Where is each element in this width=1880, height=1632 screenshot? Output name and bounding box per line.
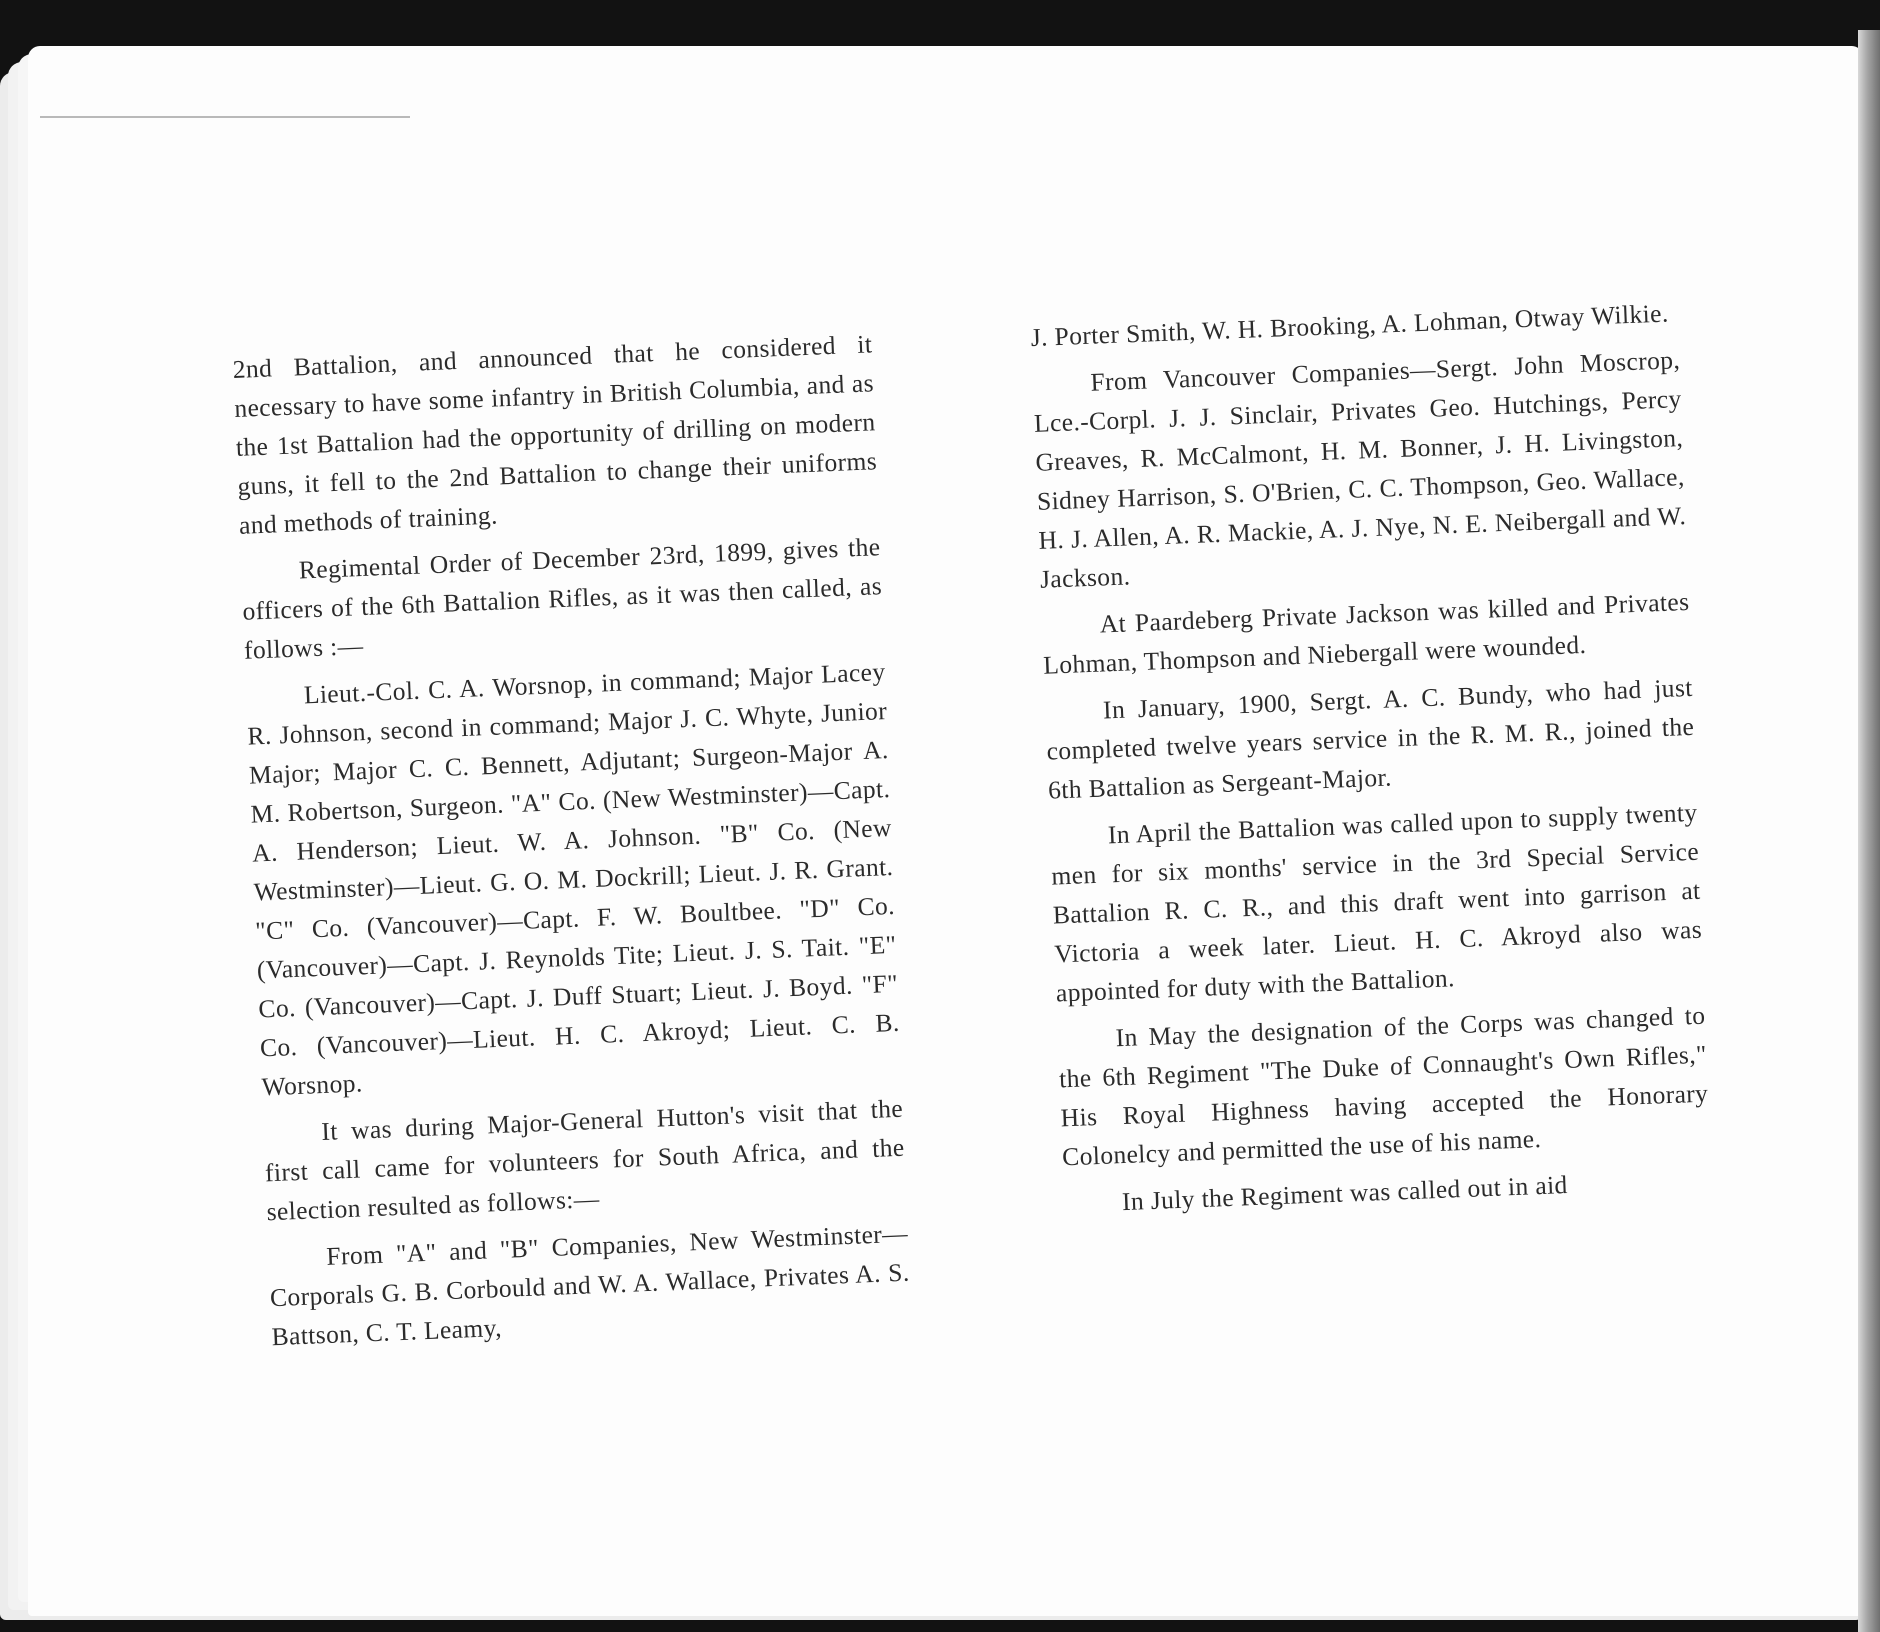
paragraph: In May the designation of the Corps was changed to the 6th Regiment "The Duke of Connaught's Own Rifles," His Royal Highness having accepted the Honorary Colonelcy and permitted the use of his name. (1058, 1000, 1709, 1172)
paragraph: 2nd Battalion, and announced that he considered it necessary to have some infantry in British Columbia, and as the 1st Battalion had the opportunity of drilling on modern guns, it fell to the 2nd Battalion to change their uniforms and methods of training. (232, 329, 878, 540)
paragraph: In April the Battalion was called upon to supply twenty men for six months' service in the 3rd Special Service Battalion R. C. R., and this draft went into garrison at Victoria a week later. Lieut. H. C. Akroyd also was appointed for duty with the Battalion. (1050, 797, 1703, 1008)
paragraph: In July the Regiment was called out in aid (1121, 1170, 1569, 1217)
paragraph: From "A" and "B" Companies, New Westminster—Corporals G. B. Corbould and W. A. Wallace, Privates A. S. Battson, C. T. Leamy, (269, 1218, 911, 1352)
paragraph: At Paardeberg Private Jackson was killed and Privates Lohman, Thompson and Niebergall were wounded. (1042, 586, 1690, 680)
book-edge-shadow (1858, 30, 1880, 1632)
page-edge-line (40, 116, 410, 118)
left-page-column (232, 324, 912, 1364)
paragraph: In January, 1900, Sergt. A. C. Bundy, who had just completed twelve years service in the R. M. R., joined the 6th Battalion as Sergeant-Major. (1046, 672, 1695, 805)
paragraph: From Vancouver Companies—Sergt. John Moscrop, Lce.-Corpl. J. J. Sinclair, Privates Geo. Hutchings, Percy Greaves, R. McCalmont, H. M. Bonner, J. H. Livingston, Sidney Harrison, S. O'Brien, C. C. Thompson, Geo. Wallace, H. J. Allen, A. R. Mackie, A. J. Nye, N. E. Neibergall and W. Jackson. (1033, 345, 1687, 594)
right-page-column (1030, 293, 1713, 1231)
paragraph: J. Porter Smith, W. H. Brooking, A. Lohman, Otway Wilkie. (1030, 298, 1670, 352)
paragraph: Lieut.-Col. C. A. Worsnop, in command; Major Lacey R. Johnson, second in command; Major J. C. Whyte, Junior Major; Major C. C. Bennett, Adjutant; Surgeon-Major A. M. Robertson, Surgeon. "A" Co. (New Westminster)—Capt. A. Henderson; Lieut. W. A. Johnson. "B" Co. (New Westminster)—Lieut. G. O. M. Dockrill; Lieut. J. R. Grant. "C" Co. (Vancouver)—Capt. F. W. Boultbee. "D" Co. (Vancouver)—Capt. J. Reynolds Tite; Lieut. J. S. Tait. "E" Co. (Vancouver)—Capt. J. Duff Stuart; Lieut. J. Boyd. "F" Co. (Vancouver)—Lieut. H. C. Akroyd; Lieut. C. B. Worsnop. (246, 657, 901, 1102)
paragraph: It was during Major-General Hutton's visit that the first call came for volunteers for South Africa, and the selection resulted as follows:— (264, 1093, 906, 1227)
paragraph: Regimental Order of December 23rd, 1899, gives the officers of the 6th Battalion Rifles, as it was then called, as follows :— (241, 532, 883, 665)
